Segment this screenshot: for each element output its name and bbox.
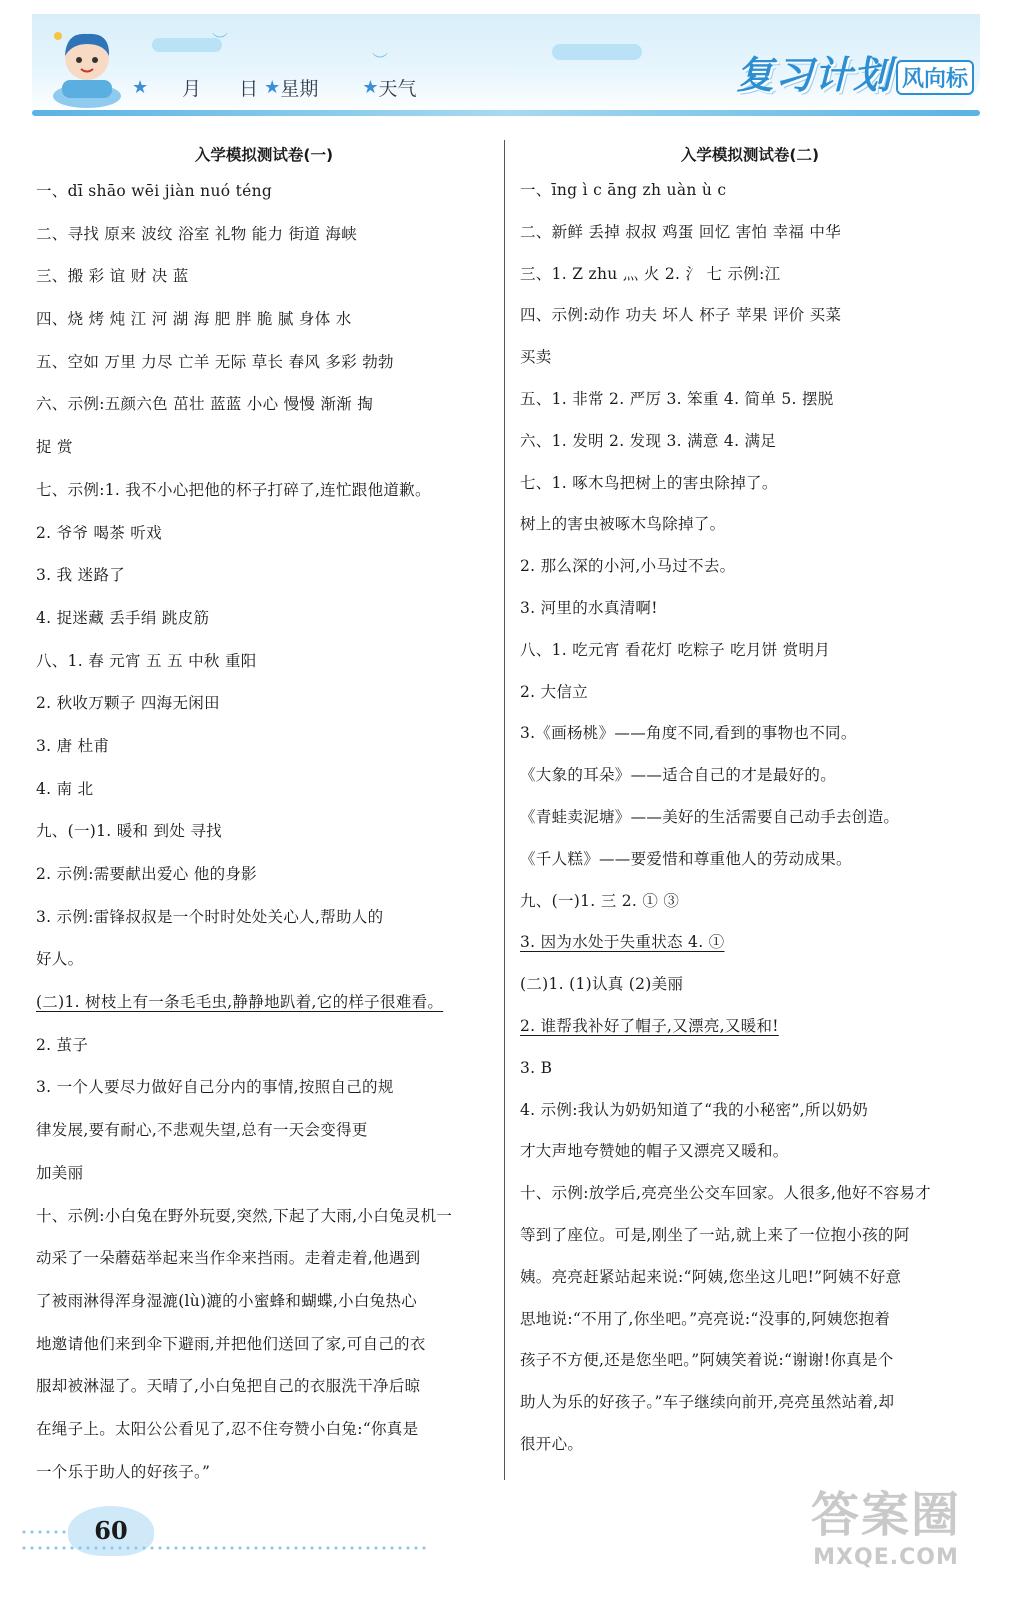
answer-line: 等到了座位。可是,刚坐了一站,就上来了一位抱小孩的阿 bbox=[520, 1225, 910, 1244]
footer-dots bbox=[20, 1546, 430, 1550]
answer-line: 律发展,要有耐心,不悲观失望,总有一天会变得更 bbox=[36, 1121, 368, 1140]
weekday-label: 星期 bbox=[280, 77, 319, 100]
answer-line: 《青蛙卖泥塘》——美好的生活需要自己动手去创造。 bbox=[520, 807, 900, 826]
header-underline bbox=[32, 110, 980, 116]
answer-line: 《千人糕》——要爱惜和尊重他人的劳动成果。 bbox=[520, 849, 852, 868]
answer-line: 树上的害虫被啄木鸟除掉了。 bbox=[520, 515, 726, 534]
page-number: 60 bbox=[68, 1506, 154, 1556]
answer-line: 4. 南 北 bbox=[36, 779, 94, 798]
answer-line: 捉 赏 bbox=[36, 438, 73, 457]
answer-line: 地邀请他们来到伞下避雨,并把他们送回了家,可自己的衣 bbox=[36, 1334, 426, 1353]
answer-line: 才大声地夸赞她的帽子又漂亮又暖和。 bbox=[520, 1142, 789, 1161]
right-column-title: 入学模拟测试卷(二) bbox=[680, 146, 820, 164]
cloud-icon bbox=[552, 44, 642, 60]
answer-line: 2. 爷爷 喝茶 听戏 bbox=[36, 523, 162, 542]
answer-line-underlined: 3. 因为水处于失重状态 4. ① bbox=[520, 933, 725, 952]
answer-line: 九、(一)1. 三 2. ① ③ bbox=[520, 891, 680, 910]
star-icon: ★ bbox=[362, 76, 379, 98]
answer-line: 2. 秋收万颗子 四海无闲田 bbox=[36, 694, 220, 713]
answer-line: 2. 茧子 bbox=[36, 1035, 89, 1054]
answer-line: 动采了一朵蘑菇举起来当作伞来挡雨。走着走着,他遇到 bbox=[36, 1249, 421, 1268]
page-header bbox=[32, 14, 980, 122]
answer-line: 三、搬 彩 谊 财 决 蓝 bbox=[36, 267, 189, 286]
star-icon: ★ bbox=[132, 76, 149, 98]
page-footer bbox=[20, 1500, 440, 1560]
watermark-main-text: 答案圈 bbox=[810, 1487, 961, 1543]
answer-line: 了被雨淋得浑身湿漉(lù)漉的小蜜蜂和蝴蝶,小白兔热心 bbox=[36, 1291, 418, 1310]
answer-line: (二)1. (1)认真 (2)美丽 bbox=[520, 975, 684, 994]
answer-line: 三、1. Z zhu 灬 火 2. 氵 七 示例:江 bbox=[520, 264, 781, 283]
answer-line: 4. 示例:我认为奶奶知道了“我的小秘密”,所以奶奶 bbox=[520, 1100, 869, 1119]
answer-line: 2. 示例:需要献出爱心 他的身影 bbox=[36, 865, 257, 883]
answer-line: 助人为乐的好孩子。”车子继续向前开,亮亮虽然站着,却 bbox=[520, 1393, 895, 1412]
answer-line: 一个乐于助人的好孩子。” bbox=[36, 1462, 211, 1481]
answer-line: 思地说:“不用了,你坐吧。”亮亮说:“没事的,阿姨您抱着 bbox=[520, 1309, 891, 1328]
right-answer-column bbox=[520, 140, 980, 1466]
answer-line: 3. 唐 杜甫 bbox=[36, 736, 110, 755]
weather-label: 天气 bbox=[378, 77, 417, 100]
answer-line: 五、1. 非常 2. 严厉 3. 笨重 4. 简单 5. 摆脱 bbox=[520, 389, 834, 408]
answer-line: 七、1. 啄木鸟把树上的害虫除掉了。 bbox=[520, 473, 778, 492]
watermark-sub-text: MXQE.COM bbox=[813, 1545, 959, 1570]
answer-line: 十、示例:小白兔在野外玩耍,突然,下起了大雨,小白兔灵机一 bbox=[36, 1206, 453, 1225]
answer-line-underlined: (二)1. 树枝上有一条毛毛虫,静静地趴着,它的样子很难看。 bbox=[36, 993, 444, 1012]
answer-line: 3. 一个人要尽力做好自己分内的事情,按照自己的规 bbox=[36, 1078, 394, 1097]
answer-line: 3. B bbox=[520, 1058, 553, 1077]
answer-line: 四、示例:动作 功夫 坏人 杯子 苹果 评价 买菜 bbox=[520, 306, 842, 325]
answer-line: 4. 捉迷藏 丢手绢 跳皮筋 bbox=[36, 608, 210, 627]
logo-main-text: 复习计划 bbox=[735, 53, 892, 97]
answer-line: 3. 河里的水真清啊! bbox=[520, 598, 658, 617]
bird-icon: ︶ bbox=[372, 51, 389, 70]
answer-line-underlined: 2. 谁帮我补好了帽子,又漂亮,又暖和! bbox=[520, 1016, 779, 1035]
left-column-title: 入学模拟测试卷(一) bbox=[194, 146, 334, 164]
star-icon: ★ bbox=[264, 76, 281, 98]
column-divider bbox=[504, 140, 505, 1480]
answer-line: 二、新鲜 丢掉 叔叔 鸡蛋 回忆 害怕 幸福 中华 bbox=[520, 222, 841, 241]
answer-line: 六、示例:五颜六色 茁壮 蓝蓝 小心 慢慢 渐渐 掏 bbox=[36, 395, 374, 414]
answer-line: 孩子不方便,还是您坐吧。”阿姨笑着说:“谢谢!你真是个 bbox=[520, 1351, 894, 1370]
answer-line: 3. 示例:雷锋叔叔是一个时时处处关心人,帮助人的 bbox=[36, 907, 384, 926]
answer-line: 四、烧 烤 炖 江 河 湖 海 肥 胖 脆 腻 身体 水 bbox=[36, 310, 352, 329]
date-weather-fields bbox=[132, 72, 416, 102]
answer-line: 十、示例:放学后,亮亮坐公交车回家。人很多,他好不容易才 bbox=[520, 1184, 931, 1203]
month-label: 月 bbox=[182, 77, 202, 100]
bird-icon: ︶ bbox=[212, 31, 229, 50]
answer-line: 加美丽 bbox=[36, 1163, 84, 1182]
answer-line: 姨。亮亮赶紧站起来说:“阿姨,您坐这儿吧!”阿姨不好意 bbox=[520, 1267, 902, 1286]
answer-line: 九、(一)1. 暖和 到处 寻找 bbox=[36, 822, 222, 841]
answer-line: 六、1. 发明 2. 发现 3. 满意 4. 满足 bbox=[520, 431, 777, 450]
answer-line: 服却被淋湿了。天晴了,小白兔把自己的衣服洗干净后晾 bbox=[36, 1377, 421, 1396]
answer-line: 2. 大信立 bbox=[520, 682, 589, 701]
answer-line: 在绳子上。太阳公公看见了,忍不住夸赞小白兔:“你真是 bbox=[36, 1419, 419, 1438]
answer-line: 一、dī shāo wēi jiàn nuó téng bbox=[36, 182, 273, 200]
answer-line: 3. 我 迷路了 bbox=[36, 566, 126, 585]
answer-line: 2. 那么深的小河,小马过不去。 bbox=[520, 557, 736, 576]
mascot-icon bbox=[44, 22, 130, 112]
answer-line: 二、寻找 原来 波纹 浴室 礼物 能力 街道 海峡 bbox=[36, 224, 357, 243]
answer-line: 一、īng ì c āng zh uàn ù c bbox=[520, 181, 727, 199]
answer-line: 好人。 bbox=[36, 950, 84, 969]
day-label: 日 bbox=[239, 77, 259, 100]
answer-line: 买卖 bbox=[520, 348, 552, 367]
answer-line: 五、空如 万里 力尽 亡羊 无际 草长 春风 多彩 勃勃 bbox=[36, 352, 394, 371]
site-watermark bbox=[791, 1476, 981, 1586]
left-answer-column bbox=[36, 140, 492, 1493]
answer-line: 七、示例:1. 我不小心把他的杯子打碎了,连忙跟他道歉。 bbox=[36, 480, 431, 499]
logo-sub-text: 风向标 bbox=[896, 60, 974, 95]
answer-line: 很开心。 bbox=[520, 1434, 584, 1453]
answer-line: 八、1. 春 元宵 五 五 中秋 重阳 bbox=[36, 651, 257, 670]
answer-line: 八、1. 吃元宵 看花灯 吃粽子 吃月饼 赏明月 bbox=[520, 640, 831, 659]
answer-line: 3.《画杨桃》——角度不同,看到的事物也不同。 bbox=[520, 724, 857, 743]
brand-logo bbox=[736, 44, 974, 99]
answer-line: 《大象的耳朵》——适合自己的才是最好的。 bbox=[520, 766, 837, 785]
